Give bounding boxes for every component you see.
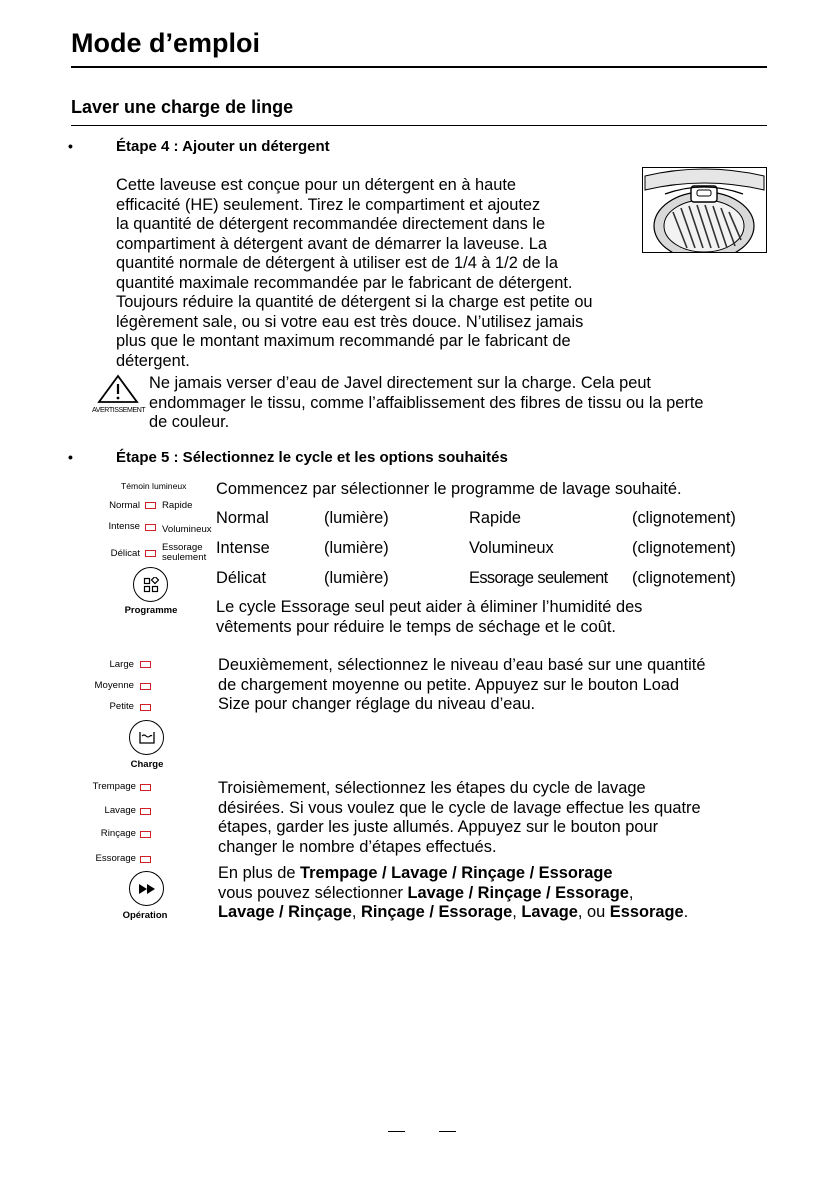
panel-label-large: Large (109, 659, 134, 670)
program-cell: (lumière) (324, 569, 389, 587)
program-cell: Volumineux (469, 539, 554, 557)
step4-title: Étape 4 : Ajouter un détergent (116, 138, 330, 155)
operation-text: Troisièmement, sélectionnez les étapes du cycle de lavage désirées. Si vous voulez que le cycle de lavage effectue les quatre étapes, garder les juste allumés. Appuyez sur le bouton pour changer le nombre d’étapes effectués. (218, 779, 701, 856)
program-cell: (clignotement) (632, 569, 736, 587)
indicator-led (140, 808, 151, 815)
warning-text: Ne jamais verser d’eau de Javel directement sur la charge. Cela peut endommager le tissu, comme l’affaiblissement des fibres de tissu ou la perte de couleur. (149, 374, 704, 431)
section-title: Laver une charge de linge (71, 97, 294, 117)
program-cell: (lumière) (324, 539, 389, 557)
section-rule (71, 125, 767, 126)
program-cell: Rapide (469, 509, 521, 527)
indicator-led (140, 704, 151, 711)
indicator-led (140, 831, 151, 838)
panel-label-lavage: Lavage (104, 805, 136, 816)
panel-label-moyenne: Moyenne (94, 680, 134, 691)
charge-text: Deuxièmement, sélectionnez le niveau d’eau basé sur une quantité de chargement moyenne ou petite. Appuyez sur le bouton Load Size pour changer réglage du niveau d’eau. (218, 656, 706, 713)
indicator-led (140, 784, 151, 791)
panel-label-rincage: Rinçage (100, 828, 136, 839)
indicator-led (140, 856, 151, 863)
footer-dash (388, 1131, 405, 1132)
program-cell: Délicat (216, 569, 267, 587)
warning-label: AVERTISSEMENT (92, 407, 146, 414)
charge-button-label: Charge (130, 759, 164, 770)
panel-label-trempage: Trempage (92, 781, 136, 792)
panel-label-volumineux: Volumineux (162, 524, 212, 535)
program-cell: Normal (216, 509, 269, 527)
program-cell: (lumière) (324, 509, 389, 527)
program-button-label: Programme (124, 605, 178, 616)
operation-more: En plus de Trempage / Lavage / Rinçage / Essorage vous pouvez sélectionner Lavage / Rinçage / Essorage, Lavage / Rinçage, Rinçage / Essorage, Lavage, ou Essorage. (218, 864, 689, 921)
step5-title: Étape 5 : Sélectionnez le cycle et les options souhaités (116, 449, 508, 466)
operation-button-label: Opération (122, 910, 168, 921)
footer-dash (439, 1131, 456, 1132)
panel-label-petite: Petite (109, 701, 134, 712)
operation-button[interactable] (129, 871, 164, 906)
program-icon (143, 577, 159, 593)
title-rule (71, 66, 767, 68)
panel-label-essorage: Essorage (95, 853, 136, 864)
panel-label-rapide: Rapide (162, 500, 193, 511)
indicator-led (145, 550, 156, 557)
bullet: • (68, 138, 73, 154)
panel-label-intense: Intense (108, 521, 140, 532)
panel-label-essorage-seulement: Essorage seulement (162, 542, 207, 563)
program-cell: (clignotement) (632, 539, 736, 557)
indicator-led (140, 683, 151, 690)
indicator-led (145, 524, 156, 531)
panel-label-delicat: Délicat (110, 548, 140, 559)
indicator-led (140, 661, 151, 668)
water-level-icon (138, 731, 156, 745)
program-intro: Commencez par sélectionner le programme de lavage souhaité. (216, 480, 682, 498)
warning-icon (96, 374, 140, 404)
step4-paragraph: Cette laveuse est conçue pour un détergent en à haute efficacité (HE) seulement. Tirez le compartiment et ajoutez la quantité de détergent recommandée directement dans le compartiment à détergent avant de démarrer la laveuse. La quantité normale de détergent à utiliser est de 1/4 à 1/2 de la quantité maximale recommandée par le fabricant de détergent. Toujours réduire la quantité de détergent si la charge est petite ou légèrement sale, ou si votre eau est très douce. N’utilisez jamais plus que le montant maximum recommandé par le fabricant de détergent. (116, 176, 593, 370)
program-cell: (clignotement) (632, 509, 736, 527)
charge-button[interactable] (129, 720, 164, 755)
indicator-header: Témoin lumineux (121, 481, 187, 491)
detergent-compartment-image (642, 167, 767, 253)
indicator-led (145, 502, 156, 509)
program-cell: Intense (216, 539, 270, 557)
program-cell: Essorage seulement (469, 569, 608, 587)
program-note: Le cycle Essorage seul peut aider à éliminer l’humidité des vêtements pour réduire le temps de séchage et le coût. (216, 598, 643, 636)
panel-label-normal: Normal (109, 500, 140, 511)
fast-forward-icon (138, 883, 156, 895)
program-button[interactable] (133, 567, 168, 602)
bullet: • (68, 449, 73, 465)
page-title: Mode d’emploi (71, 28, 260, 58)
